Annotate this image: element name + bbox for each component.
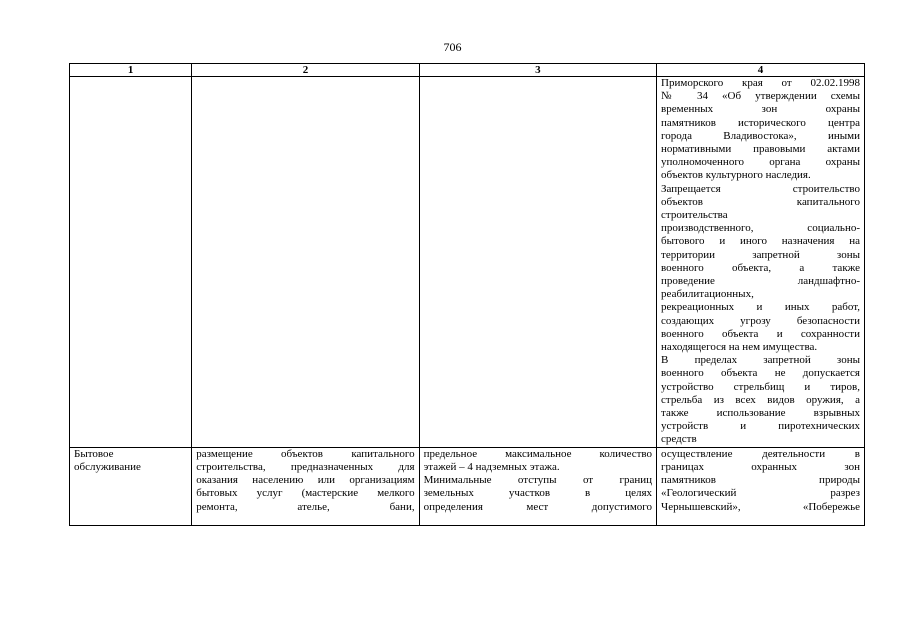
text-line: строительства, предназначенных для [196,460,415,473]
text-line: Приморского края от 02.02.1998 [661,77,860,89]
row2-col2 [192,447,419,525]
text-line: уполномоченного органа охраны [661,156,860,169]
text-line: памятников исторического центра [661,116,860,129]
text-line: также использование взрывных [661,407,860,420]
column-header-4: 4 [657,64,865,77]
text-line: Бытовое [74,447,114,460]
row1-col2 [192,77,419,448]
text-line: военного объекта и сохранности [661,327,860,340]
text-line: бытового и иного назначения на [661,235,860,248]
text-line: Минимальные отступы от границ [423,474,653,487]
column-header-1: 1 [70,64,192,77]
text-line: реабилитационных, [661,288,754,301]
text-line: обслуживание [74,460,141,473]
text-line: осуществление деятельности в [661,447,860,460]
table-row [70,77,865,448]
text-line: определения мест допустимого [423,500,653,513]
text-line: Чернышевский», «Побережье [661,500,860,513]
text-line: № 34 «Об утверждении схемы [661,90,860,103]
text-line: военного объекта, а также [661,261,860,274]
row2-col3 [419,447,656,525]
text-line: города Владивостока», иными [661,129,860,142]
column-header-3: 3 [419,64,656,77]
text-line: стрельба из всех видов оружия, а [661,393,860,406]
text-line: создающих угрозу безопасности [661,314,860,327]
column-header-2: 2 [192,64,419,77]
text-line: производственного, социально- [661,222,860,235]
table-row [70,447,865,525]
row2-col1 [70,447,192,525]
text-line: границах охранных зон [661,460,860,473]
text-line: предельное максимальное количество [423,447,653,460]
text-line: В пределах запретной зоны [661,354,860,367]
text-line: оказания населению или организациям [196,474,415,487]
text-line: размещение объектов капитального [196,447,415,460]
text-line: земельных участков в целях [423,487,653,500]
row1-col4 [657,77,865,448]
text-line: строительства [661,209,728,222]
text-line: «Геологический разрез [661,487,860,500]
page-number: 706 [443,40,462,54]
text-line: Запрещается строительство [661,182,860,195]
row1-col3 [419,77,656,448]
text-line: средств [661,433,697,446]
text-line: рекреационных и иных работ, [661,301,860,314]
text-line: проведение ландшафтно- [661,275,860,288]
document-table [69,63,865,526]
row1-col1 [70,77,192,448]
text-line: этажей – 4 надземных этажа. [423,460,560,473]
text-line: памятников природы [661,474,860,487]
text-line: временных зон охраны [661,103,860,116]
text-line: нормативными правовыми актами [661,143,860,156]
text-line: ремонта, ателье, бани, [196,500,415,513]
text-line: военного объекта не допускается [661,367,860,380]
text-line: объектов культурного наследия. [661,169,811,182]
text-line: бытовых услуг (мастерские мелкого [196,487,415,500]
text-line: устройств и пиротехнических [661,420,860,433]
row2-col4 [657,447,865,525]
text-line: находящегося на нем имущества. [661,341,818,354]
table-header-row [70,64,865,77]
text-line: устройство стрельбищ и тиров, [661,380,860,393]
text-line: территории запретной зоны [661,248,860,261]
text-line: объектов капитального [661,195,860,208]
